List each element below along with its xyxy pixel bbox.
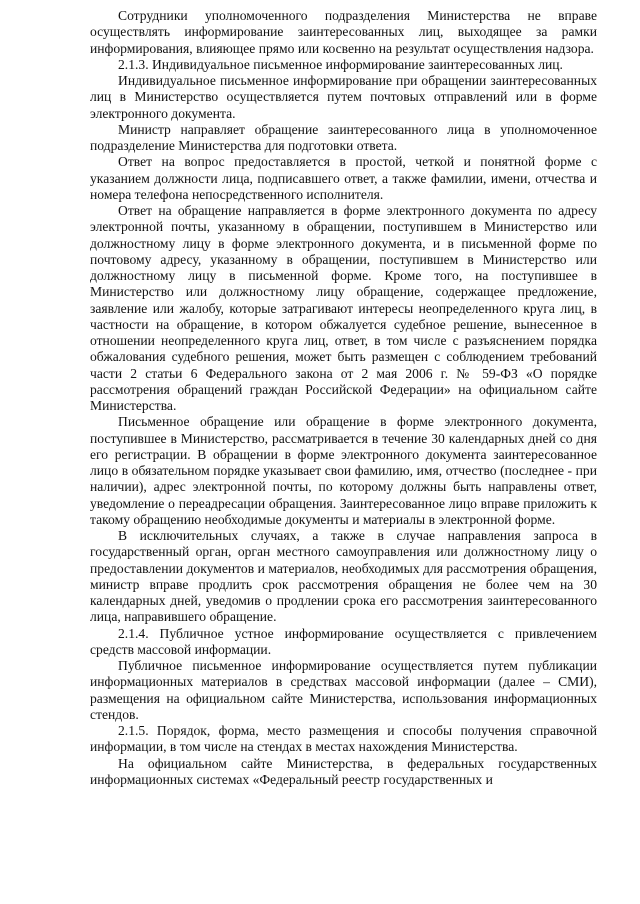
paragraph-written-informing: Индивидуальное письменное информирование при обращении заинтересованных лиц в Министерство осуществляется путем почтовых отправлений или в форме электронного документа.: [90, 73, 597, 121]
paragraph-exceptional-cases: В исключительных случаях, а также в случае направления запроса в государственный орган, орган местного самоуправления или должностному лицу о предоставлении документов и материалов, необходимых для рассмотрения обращения, министр вправе продлить срок рассмотрения обращения не более чем на 30 календарных дней, уведомив о продлении срока его рассмотрения заинтересованного лица, направившего обращение.: [90, 528, 597, 625]
paragraph-official-site: На официальном сайте Министерства, в федеральных государственных информационных системах «Федеральный реестр государственных и: [90, 755, 597, 787]
paragraph-section-2-1-4: 2.1.4. Публичное устное информирование осуществляется с привлечением средств массовой информации.: [90, 625, 597, 657]
paragraph-review-period: Письменное обращение или обращение в форме электронного документа, поступившее в Министерство, рассматривается в течение 30 календарных дней со дня его регистрации. В обращении в форме электронного документа заинтересованное лицо в обязательном порядке указывает свои фамилию, имя, отчество (последнее - при наличии), адрес электронной почты, по которому должны быть направлены ответ, уведомление о переадресации обращения. Заинтересованное лицо вправе приложить к такому обращению необходимые документы и материалы в электронной форме.: [90, 414, 597, 527]
document-page: [90, 8, 597, 788]
paragraph-answer-form: Ответ на вопрос предоставляется в простой, четкой и понятной форме с указанием должности лица, подписавшего ответ, а также фамилии, имени, отчества и номера телефона непосредственного исполнителя.: [90, 154, 597, 202]
paragraph-public-written-informing: Публичное письменное информирование осуществляется путем публикации информационных материалов в средствах массовой информации (далее – СМИ), размещения на официальном сайте Министерства, использования информационных стендов.: [90, 658, 597, 722]
paragraph-minister-forwards: Министр направляет обращение заинтересованного лица в уполномоченное подразделение Министерства для подготовки ответа.: [90, 121, 597, 153]
paragraph-section-2-1-5: 2.1.5. Порядок, форма, место размещения и способы получения справочной информации, в том числе на стендах в местах нахождения Министерства.: [90, 723, 597, 755]
paragraph-section-2-1-3-heading: 2.1.3. Индивидуальное письменное информирование заинтересованных лиц.: [118, 56, 563, 72]
paragraph-answer-delivery: Ответ на обращение направляется в форме электронного документа по адресу электронной почты, указанному в обращении, поступившем в Министерство или должностному лицу в форме электронного документа, и в письменной форме по почтовому адресу, указанному в обращении, поступившем в Министерство или должностному лицу в письменной форме. Кроме того, на поступившее в Министерство или должностному лицу обращение, содержащее предложение, заявление или жалобу, которые затрагивают интересы неопределенного круга лиц, в частности на обращение, в котором обжалуется судебное решение, вынесенное в отношении неопределенного круга лиц, ответ, в том числе с разъяснением порядка обжалования судебного решения, может быть размещен с соблюдением требований части 2 статьи 6 Федерального закона от 2 мая 2006 г. № 59-ФЗ «О порядке рассмотрения обращений граждан Российской Федерации» на официальном сайте Министерства.: [90, 203, 597, 413]
paragraph-staff-restrictions: Сотрудники уполномоченного подразделения Министерства не вправе осуществлять информирование заинтересованных лиц, выходящее за рамки информирования, влияющее прямо или косвенно на результат осуществления надзора.: [90, 8, 597, 56]
